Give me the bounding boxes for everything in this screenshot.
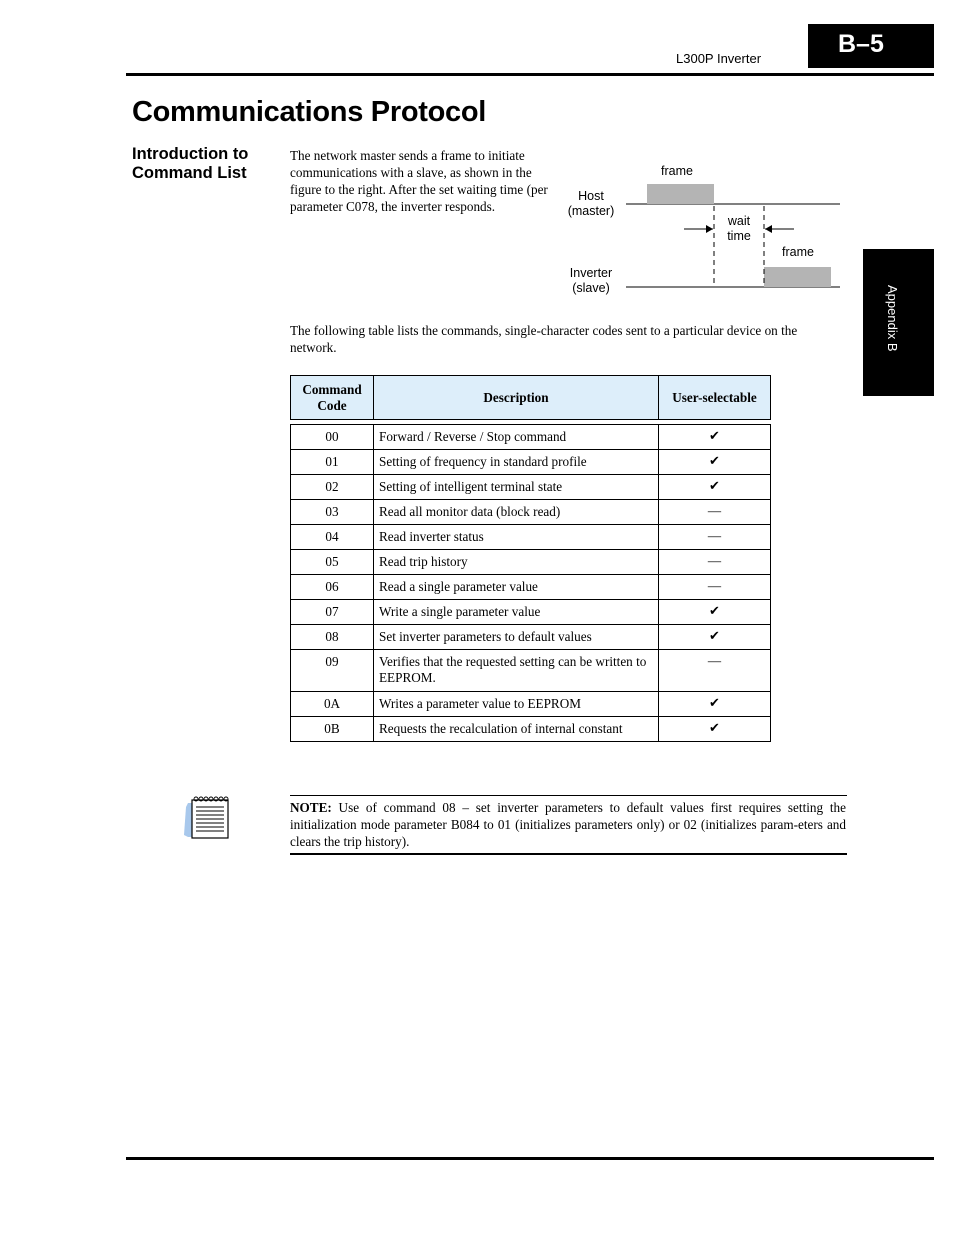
table-row (291, 625, 771, 650)
description-cell: Read all monitor data (block read) (374, 500, 659, 525)
description-cell: Setting of intelligent terminal state (374, 475, 659, 500)
header-rule (126, 73, 934, 76)
command-code-cell: 0B (291, 717, 374, 742)
command-code-cell: 0A (291, 692, 374, 717)
page-number-badge: B–5 (808, 24, 934, 68)
note-label: NOTE: (290, 800, 332, 815)
command-table (290, 375, 771, 742)
table-row (291, 575, 771, 600)
description-cell: Read a single parameter value (374, 575, 659, 600)
table-row (291, 600, 771, 625)
header-command-code: Command Code (291, 376, 374, 420)
wait-label-line1: wait (727, 214, 751, 228)
note-rule-top (290, 795, 847, 796)
description-cell: Read inverter status (374, 525, 659, 550)
command-code-cell: 09 (291, 650, 374, 692)
command-code-cell: 03 (291, 500, 374, 525)
appendix-side-tab (863, 249, 934, 396)
description-cell: Set inverter parameters to default values (374, 625, 659, 650)
table-row (291, 475, 771, 500)
user-selectable-cell: ✔ (659, 475, 771, 500)
wait-arrowhead-right (765, 225, 772, 233)
inverter-label-line1: Inverter (569, 266, 613, 280)
command-code-cell: 00 (291, 425, 374, 450)
intro-paragraph: The network master sends a frame to initiate communications with a slave, as shown in the figure to the right. After the set waiting time (per parameter C078, the inverter responds. (290, 148, 548, 214)
command-code-cell: 02 (291, 475, 374, 500)
user-selectable-cell: ✔ (659, 692, 771, 717)
description-cell: Write a single parameter value (374, 600, 659, 625)
page-title: Communications Protocol (132, 96, 487, 128)
wait-label-line2: time (727, 229, 751, 243)
description-cell: Verifies that the requested setting can be written to EEPROM. (374, 650, 659, 692)
note-text (290, 799, 846, 850)
notepad-icon (184, 795, 230, 841)
description-cell: Read trip history (374, 550, 659, 575)
user-selectable-cell: — (659, 500, 771, 525)
description-cell: Forward / Reverse / Stop command (374, 425, 659, 450)
host-frame-label: frame (661, 164, 693, 178)
timing-diagram (560, 158, 850, 303)
host-label-line1: Host (578, 189, 604, 203)
inverter-frame-block (764, 267, 831, 287)
inverter-label-line2: (slave) (572, 281, 610, 295)
user-selectable-cell: — (659, 575, 771, 600)
description-cell: Writes a parameter value to EEPROM (374, 692, 659, 717)
table-header-row (291, 376, 771, 420)
user-selectable-cell: ✔ (659, 600, 771, 625)
user-selectable-cell: — (659, 550, 771, 575)
table-row (291, 500, 771, 525)
appendix-side-tab-label: Appendix B (885, 285, 900, 352)
command-code-cell: 01 (291, 450, 374, 475)
command-code-cell: 07 (291, 600, 374, 625)
user-selectable-cell: ✔ (659, 450, 771, 475)
user-selectable-cell: ✔ (659, 625, 771, 650)
header-user-selectable: User-selectable (659, 376, 771, 420)
header-description: Description (374, 376, 659, 420)
table-intro-paragraph: The following table lists the commands, single-character codes sent to a particular device on the network. (290, 323, 798, 355)
header-doc-title: L300P Inverter (676, 51, 762, 66)
user-selectable-cell: ✔ (659, 425, 771, 450)
table-body (291, 420, 771, 742)
command-code-cell: 06 (291, 575, 374, 600)
note-body: Use of command 08 – set inverter parameters to default values first requires setting the initialization mode parameter B084 to 01 (initializes parameters only) or 02 (initializes param-eters and clears the trip history). (290, 800, 846, 849)
table-row (291, 450, 771, 475)
host-label-line2: (master) (567, 204, 615, 218)
wait-arrowhead-left (706, 225, 713, 233)
table-row (291, 650, 771, 692)
description-cell: Setting of frequency in standard profile (374, 450, 659, 475)
user-selectable-cell: ✔ (659, 717, 771, 742)
command-code-cell: 05 (291, 550, 374, 575)
description-cell: Requests the recalculation of internal constant (374, 717, 659, 742)
table-row (291, 425, 771, 450)
table-row (291, 525, 771, 550)
command-code-cell: 04 (291, 525, 374, 550)
user-selectable-cell: — (659, 650, 771, 692)
command-code-cell: 08 (291, 625, 374, 650)
note-rule-bottom (290, 853, 847, 855)
section-heading: Introduction to Command List (132, 145, 249, 182)
table-row (291, 550, 771, 575)
footer-rule (126, 1157, 934, 1160)
table-row (291, 692, 771, 717)
host-frame-block (647, 184, 714, 204)
table-row (291, 717, 771, 742)
user-selectable-cell: — (659, 525, 771, 550)
inverter-frame-label: frame (782, 245, 814, 259)
